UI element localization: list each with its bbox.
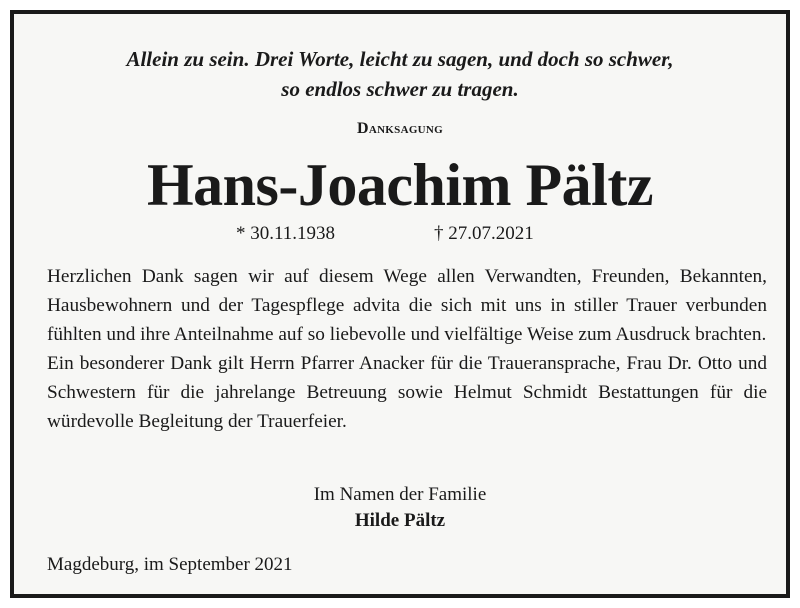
motto-line-2: so endlos schwer zu tragen.: [281, 77, 519, 101]
deceased-name: Hans-Joachim Pältz: [147, 152, 653, 218]
motto-line-1: Allein zu sein. Drei Worte, leicht zu sagen, und doch so schwer,: [126, 47, 674, 71]
signature-name: Hilde Pältz: [354, 510, 446, 531]
family-signature-block: [14, 482, 786, 534]
death-date: † 27.07.2021: [434, 223, 534, 244]
thanks-text: [47, 262, 767, 436]
birth-date: * 30.11.1938: [236, 223, 336, 244]
place-and-date: Magdeburg, im September 2021: [47, 554, 293, 575]
thanks-paragraph: Herzlichen Dank sagen wir auf diesem Wege allen Verwandten, Freunden, Bekannten, Hausbewohnern und der Tagespflege advita die sich mit uns in stiller Trauer verbunden fühlten und ihre Anteilnahme auf so liebevolle und vielfältige Weise zum Ausdruck brachten.: [47, 266, 767, 345]
thanks-paragraph: Ein besonderer Dank gilt Herrn Pfarrer Anacker für die Traueransprache, Frau Dr. Otto und Schwestern für die jahrelange Betreuung sowie Helmut Schmidt Bestattungen für die würdevolle Begleitung der Trauerfeier.: [47, 353, 767, 432]
motto-verse: [14, 44, 786, 104]
obituary-notice: [10, 10, 790, 598]
family-intro: Im Namen der Familie: [313, 484, 487, 505]
notice-heading: Danksagung: [356, 120, 444, 137]
